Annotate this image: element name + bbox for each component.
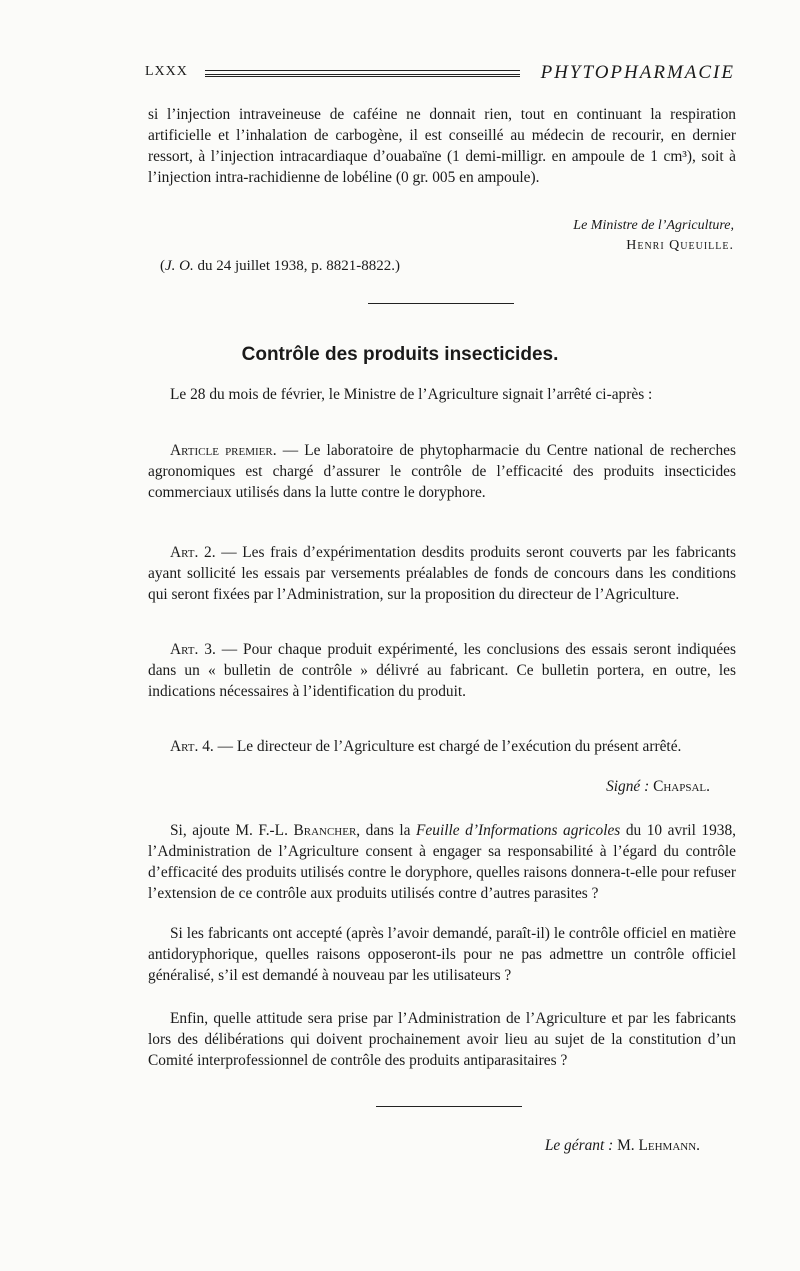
section-divider [368, 303, 514, 304]
source-rest: du 24 juillet 1938, p. 8821-8822.) [193, 258, 400, 274]
article-2 [148, 542, 736, 605]
top-paragraph [148, 104, 736, 188]
top-paragraph-text: si l’injection intraveineuse de caféine ne donnait rien, tout en continuant la respiration artificielle et l’inhalation de carbogène, il est conseillé au médecin de recourir, en dernier ressort, à l’injection intracardiaque d’ouabaïne (1 demi-milligr. en ampoule de 1 cm³), soit à l’injection intra-rachidienne de lobéline (0 gr. 005 en ampoule). [148, 106, 736, 186]
commentary-paragraph-2 [148, 923, 736, 986]
commentary-paragraph-1 [148, 820, 736, 904]
commentary-text: Si les fabricants ont accepté (après l’avoir demandé, paraît-il) le contrôle officiel en matière antidoryphorique, quelles raisons opposeront-ils pour ne pas admettre un contrôle officiel généralisé, s’il est demandé à nouveau par les utilisateurs ? [148, 925, 736, 984]
signed-name: Chapsal. [653, 778, 710, 795]
section-title: Contrôle des produits insecticides. [241, 344, 559, 365]
article-label: Art. 4. [170, 738, 214, 755]
intro-text: Le 28 du mois de février, le Ministre de l’Agriculture signait l’arrêté ci-après : [170, 386, 653, 403]
source-citation [160, 258, 400, 275]
closing-divider [376, 1106, 522, 1107]
author-name: Brancher [293, 822, 357, 839]
article-label: Art. 3. [170, 641, 216, 658]
signed-line [606, 778, 710, 796]
article-text: — Le laboratoire de phytopharmacie du Centre national de recherches agronomiques est chargé d’assurer le contrôle de l’efficacité des produits insecticides commerciaux utilisés dans la lutte contre le doryphore. [148, 442, 736, 501]
running-title: PHYTOPHARMACIE [540, 62, 735, 83]
manager-prefix: M. [617, 1137, 639, 1154]
minister-name: Henri Queuille. [626, 238, 734, 253]
article-text: — Le directeur de l’Agriculture est chargé de l’exécution du présent arrêté. [213, 738, 682, 755]
article-text: — Les frais d’expérimentation desdits produits seront couverts par les fabricants ayant sollicité les essais par versements préalables de fonds de concours dans les conditions qui seront fixées par l’Administration, sur la proposition du directeur de l’Agriculture. [148, 544, 736, 603]
page-folio: LXXX [145, 64, 188, 79]
article-text: — Pour chaque produit expérimenté, les conclusions des essais seront indiquées dans un « bulletin de contrôle » délivré au fabricant. Ce bulletin portera, en outre, les indications nécessaires à l’identification du produit. [148, 641, 736, 700]
article-3 [148, 639, 736, 702]
manager-name: Lehmann. [638, 1137, 700, 1154]
commentary-text: , dans la [356, 822, 417, 839]
commentary-text: Si, ajoute M. F.-L. [170, 822, 294, 839]
commentary-text: du 10 avril 1938, l’Administration de l’Agriculture consent à engager sa responsabilité à l’égard du contrôle d’efficacité des produits utilisés contre le doryphore, quelles raisons donnera-t-elle pour refuser l’extension de ce contrôle aux produits utilisés contre d’autres parasites ? [148, 822, 736, 902]
commentary-text: Enfin, quelle attitude sera prise par l’Administration de l’Agriculture et par les fabricants lors des délibérations qui doivent prochainement avoir lieu au sujet de la constitution d’un Comité interprofessionnel de contrôle des produits antiparasitaires ? [148, 1010, 736, 1069]
minister-role: Le Ministre de l’Agriculture, [573, 218, 734, 233]
article-label: Article premier. [170, 442, 277, 459]
running-head [145, 62, 735, 86]
signed-label: Signé : [606, 778, 650, 795]
article-1 [148, 440, 736, 503]
minister-signature [573, 216, 734, 256]
article-label: Art. 2. [170, 544, 216, 561]
journal-title: Feuille d’Informations agricoles [416, 822, 621, 839]
manager-label: Le gérant : [544, 1137, 614, 1154]
header-rule [205, 70, 520, 75]
manager-line [545, 1137, 700, 1155]
commentary-paragraph-3 [148, 1008, 736, 1071]
article-4 [148, 736, 736, 757]
intro-paragraph [148, 384, 736, 405]
source-journal: J. O. [165, 258, 194, 274]
source-open: ( [160, 258, 165, 274]
